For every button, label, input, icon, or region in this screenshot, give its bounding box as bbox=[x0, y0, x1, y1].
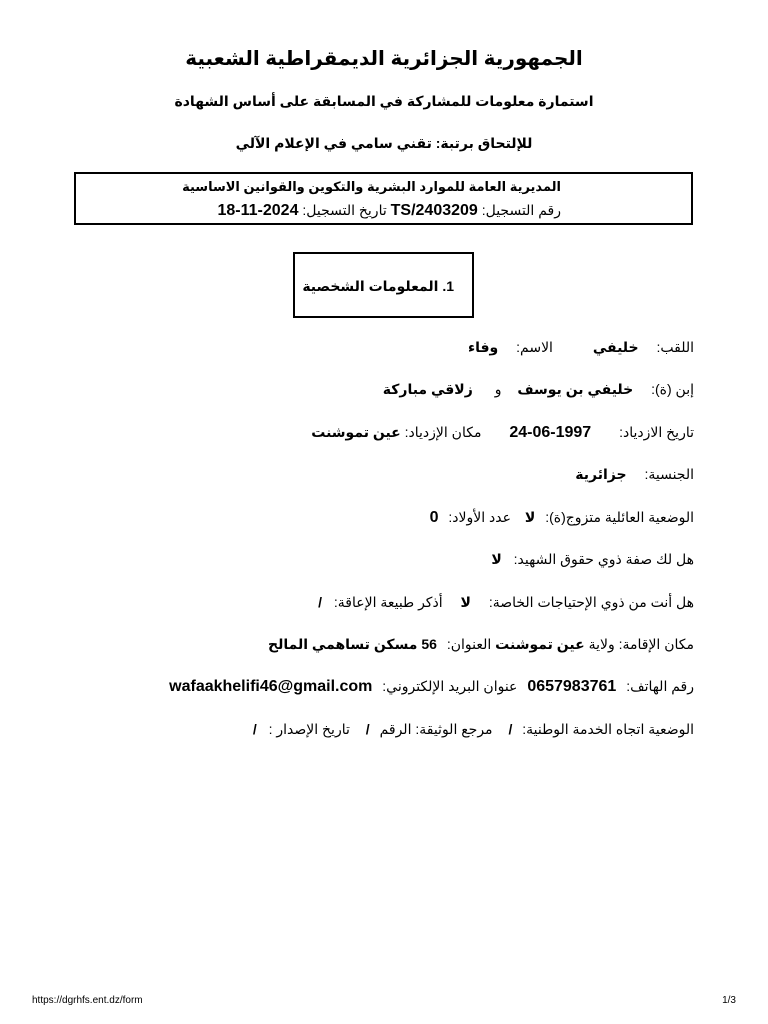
surname-label: اللقب: bbox=[656, 339, 694, 355]
issue-date-value: / bbox=[252, 721, 257, 737]
contact-row bbox=[169, 678, 694, 696]
registration-box bbox=[74, 172, 693, 225]
child-of-label: إبن (ة): bbox=[651, 381, 694, 397]
birth-place-label: مكان الإزدياد: bbox=[404, 424, 482, 440]
section-title: 1. المعلومات الشخصية bbox=[302, 278, 454, 294]
doc-ref-value: / bbox=[365, 721, 370, 737]
republic-header: الجمهورية الجزائرية الديمقراطية الشعبية bbox=[185, 48, 583, 70]
disability-label: أذكر طبيعة الإعاقة: bbox=[333, 594, 443, 610]
parents-row bbox=[383, 381, 694, 398]
page-number: 1/3 bbox=[722, 995, 736, 1006]
form-title: استمارة معلومات للمشاركة في المسابقة على أساس الشهادة bbox=[174, 93, 594, 109]
military-value: / bbox=[508, 721, 513, 737]
phone-value: 0657983761 bbox=[527, 678, 617, 695]
reg-number-label: رقم التسجيل: bbox=[481, 202, 561, 218]
martyr-value: لا bbox=[491, 551, 502, 567]
family-status-label: الوضعية العائلية متزوج(ة): bbox=[545, 509, 694, 525]
name-row bbox=[468, 339, 694, 356]
reg-number: TS/2403209 bbox=[390, 202, 478, 219]
nationality-label: الجنسية: bbox=[644, 466, 694, 482]
special-needs-value: لا bbox=[460, 594, 471, 610]
military-label: الوضعية اتجاه الخدمة الوطنية: bbox=[522, 721, 694, 737]
first-name-value: وفاء bbox=[467, 339, 499, 355]
section-box bbox=[293, 252, 474, 318]
birth-row bbox=[311, 424, 694, 442]
surname-value: خليفي bbox=[592, 339, 639, 355]
nationality-row bbox=[575, 466, 694, 483]
special-needs-row bbox=[318, 594, 694, 611]
email-value: wafaakhelifi46@gmail.com bbox=[169, 678, 373, 695]
doc-ref-label: مرجع الوثيقة: الرقم bbox=[379, 721, 493, 737]
address-label: العنوان: bbox=[446, 636, 492, 652]
martyr-row bbox=[491, 551, 694, 568]
children-label: عدد الأولاد: bbox=[448, 509, 511, 525]
first-name-label: الاسم: bbox=[516, 339, 553, 355]
and-connector: و bbox=[494, 381, 502, 397]
residence-label: مكان الإقامة: ولاية bbox=[588, 636, 694, 652]
issue-date-label: تاريخ الإصدار : bbox=[268, 721, 350, 737]
directorate-label: المديرية العامة للموارد البشرية والتكوين والقوانين الاساسية bbox=[182, 179, 561, 194]
birth-place-value: عين تموشنت bbox=[311, 424, 401, 440]
reg-date-label: تاريخ التسجيل: bbox=[302, 202, 387, 218]
special-needs-label: هل أنت من ذوي الإحتياجات الخاصة: bbox=[488, 594, 694, 610]
residence-wilaya: عين تموشنت bbox=[495, 636, 585, 652]
family-row bbox=[430, 509, 694, 527]
registration-line bbox=[218, 202, 562, 220]
mother-name: زلاقي مباركة bbox=[382, 381, 473, 397]
email-label: عنوان البريد الإلكتروني: bbox=[382, 678, 518, 694]
military-row bbox=[253, 721, 694, 738]
phone-label: رقم الهاتف: bbox=[626, 678, 694, 694]
disability-value: / bbox=[318, 594, 322, 610]
martyr-label: هل لك صفة ذوي حقوق الشهيد: bbox=[513, 551, 694, 567]
father-name: خليفي بن يوسف bbox=[517, 381, 634, 397]
grade-title: للإلتحاق برتبة: تقني سامي في الإعلام الآلي bbox=[235, 135, 533, 151]
nationality-value: جزائرية bbox=[575, 466, 627, 482]
reg-date: 2024-11-18 bbox=[217, 202, 299, 219]
birth-date-value: 1997-06-24 bbox=[509, 424, 592, 441]
footer-url: https://dgrhfs.ent.dz/form bbox=[32, 995, 143, 1006]
address-value: 56 مسكن تساهمي المالح bbox=[267, 636, 437, 652]
married-value: لا bbox=[524, 509, 536, 525]
children-value: 0 bbox=[429, 509, 439, 526]
residence-row bbox=[268, 636, 694, 653]
birth-date-label: تاريخ الازدياد: bbox=[619, 424, 694, 440]
